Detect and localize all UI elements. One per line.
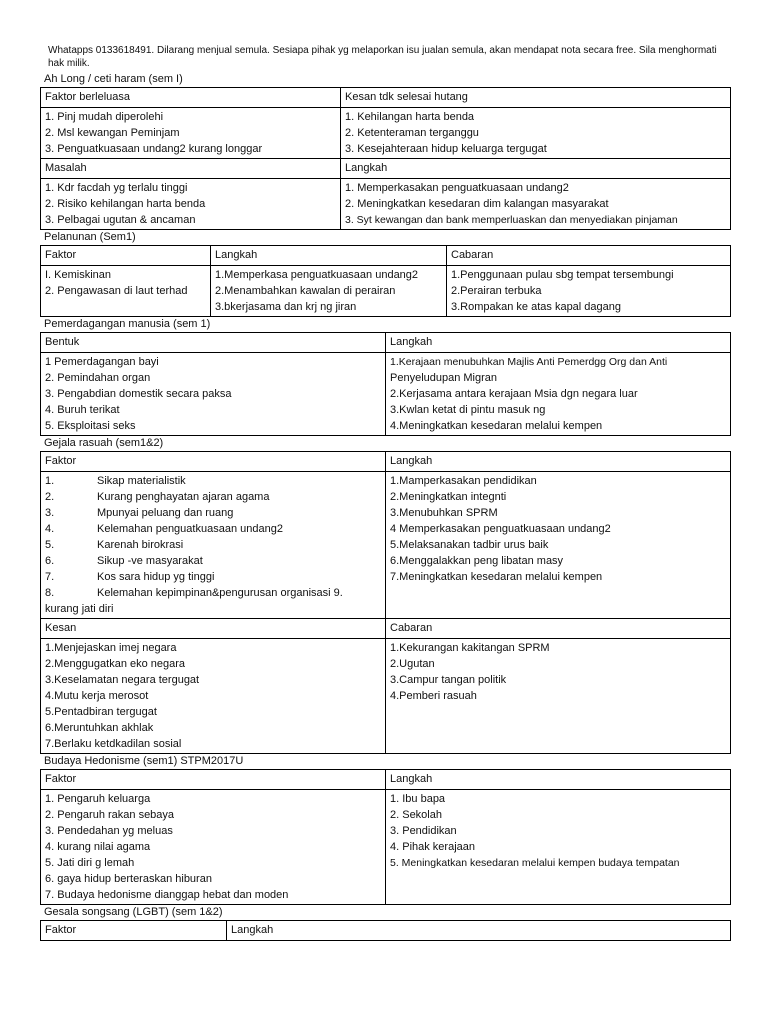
list-item: 2.Meningkatkan integnti — [390, 491, 507, 503]
list-item: 1. Sikap materialistik — [45, 475, 186, 487]
header-faktor: Faktor — [41, 921, 227, 941]
cell-bentuk-list — [41, 353, 386, 436]
list-item: 4 Memperkasakan penguatkuasaan undang2 — [390, 523, 611, 535]
header-langkah: Langkah — [341, 159, 731, 179]
list-item: 2.Ugutan — [390, 658, 435, 670]
list-item: 2.Perairan terbuka — [451, 285, 542, 297]
list-item: 3. Pendidikan — [390, 825, 457, 837]
cell-masalah-list — [41, 179, 341, 230]
header-kesan: Kesan tdk selesai hutang — [341, 88, 731, 108]
list-item: 3. Mpunyai peluang dan ruang — [45, 507, 234, 519]
cell-kesan-list — [341, 108, 731, 159]
cell-langkah-list — [386, 353, 731, 436]
list-item: 1.Memperkasa penguatkuasaan undang2 — [215, 269, 419, 281]
list-item: 2. Sekolah — [390, 809, 442, 821]
list-item: 1.Mamperkasakan pendidikan — [390, 475, 537, 487]
list-item: 1.Penggunaan pulau sbg tempat tersembungi — [451, 269, 674, 281]
list-item: 3. Pengabdian domestik secara paksa — [45, 388, 232, 400]
cell-cabaran-list — [447, 266, 731, 317]
section-title-pemerdagangan: Pemerdagangan manusia (sem 1) — [44, 318, 211, 330]
list-item: 4. Pihak kerajaan — [390, 841, 475, 853]
list-item: 3.Kwlan ketat di pintu masuk ng — [390, 404, 546, 416]
rasuah-table — [40, 451, 731, 754]
list-item: 1. Kdr facdah yg terlalu tinggi — [45, 182, 188, 194]
list-item: 4. Buruh terikat — [45, 404, 120, 416]
list-item: 6.Meruntuhkan akhlak — [45, 722, 154, 734]
header-masalah: Masalah — [41, 159, 341, 179]
ah-long-table — [40, 87, 731, 230]
list-item: 5. Jati diri g lemah — [45, 857, 135, 869]
section-title-lgbt: Gesala songsang (LGBT) (sem 1&2) — [44, 906, 223, 918]
header-faktor: Faktor — [41, 452, 386, 472]
list-item: 1.Menjejaskan imej negara — [45, 642, 177, 654]
list-item: 7. Budaya hedonisme dianggap hebat dan moden — [45, 889, 289, 901]
list-item: 1.Kekurangan kakitangan SPRM — [390, 642, 550, 654]
cell-langkah-list — [386, 472, 731, 619]
header-langkah: Langkah — [386, 452, 731, 472]
cell-langkah-list — [211, 266, 447, 317]
list-item: 1. Pinj mudah diperolehi — [45, 111, 164, 123]
list-item: 6.Menggalakkan peng libatan masy — [390, 555, 564, 567]
pemerdagangan-table — [40, 332, 731, 436]
section-title-ah-long: Ah Long / ceti haram (sem I) — [44, 73, 183, 85]
list-item: 8. Kelemahan kepimpinan&pengurusan organisasi 9. — [45, 587, 343, 599]
header-faktor: Faktor — [41, 246, 211, 266]
pelanunan-table — [40, 245, 731, 317]
list-item: 1. Ibu bapa — [390, 793, 446, 805]
list-item: 3. Pelbagai ugutan & ancaman — [45, 214, 196, 226]
list-item: 7.Berlaku ketdkadilan sosial — [45, 738, 182, 750]
list-item: 1 Pemerdagangan bayi — [45, 356, 159, 368]
copyright-notice: Whatapps 0133618491. Dilarang menjual semula. Sesiapa pihak yg melaporkan isu jualan semula, akan mendapat nota secara free. Sila menghormati hak milik. — [48, 45, 717, 69]
list-item: 3. Syt kewangan dan bank memperluaskan dan menyediakan pinjaman — [345, 214, 678, 226]
list-item: 5. Karenah birokrasi — [45, 539, 184, 551]
list-item: kurang jati diri — [45, 603, 114, 615]
list-item: I. Kemiskinan — [45, 269, 112, 281]
list-item: 3.Keselamatan negara tergugat — [45, 674, 200, 686]
list-item: 2. Meningkatkan kesedaran dim kalangan masyarakat — [345, 198, 609, 210]
list-item: 5.Pentadbiran tergugat — [45, 706, 157, 718]
list-item: 5.Melaksanakan tadbir urus baik — [390, 539, 549, 551]
list-item: 3.Rompakan ke atas kapal dagang — [451, 301, 622, 313]
header-langkah: Langkah — [386, 770, 731, 790]
cell-faktor-list — [41, 472, 386, 619]
list-item: 4. kurang nilai agama — [45, 841, 151, 853]
list-item: 2. Ketenteraman terganggu — [345, 127, 479, 139]
list-item: 1. Kehilangan harta benda — [345, 111, 475, 123]
list-item: 4. Kelemahan penguatkuasaan undang2 — [45, 523, 283, 535]
header-cabaran: Cabaran — [386, 619, 731, 639]
list-item: 2. Risiko kehilangan harta benda — [45, 198, 206, 210]
list-item: 1. Memperkasakan penguatkuasaan undang2 — [345, 182, 569, 194]
list-item: 1.Kerajaan menubuhkan Majlis Anti Pemerdgg Org dan Anti — [390, 356, 668, 368]
list-item: 6. gaya hidup berteraskan hiburan — [45, 873, 212, 885]
list-item: Penyeludupan Migran — [390, 372, 498, 384]
list-item: 3. Penguatkuasaan undang2 kurang longgar — [45, 143, 263, 155]
list-item: 2. Pengawasan di laut terhad — [45, 285, 188, 297]
cell-faktor-list — [41, 790, 386, 905]
section-title-pelanunan: Pelanunan (Sem1) — [44, 231, 136, 243]
cell-faktor-list — [41, 108, 341, 159]
list-item: 7. Kos sara hidup yg tinggi — [45, 571, 215, 583]
list-item: 5. Eksploitasi seks — [45, 420, 136, 432]
header-langkah: Langkah — [386, 333, 731, 353]
list-item: 5. Meningkatkan kesedaran melalui kempen budaya tempatan — [390, 857, 680, 869]
header-kesan: Kesan — [41, 619, 386, 639]
cell-faktor-list — [41, 266, 211, 317]
hedonisme-table — [40, 769, 731, 905]
list-item: 2. Msl kewangan Peminjam — [45, 127, 180, 139]
list-item: 4.Pemberi rasuah — [390, 690, 477, 702]
list-item: 4.Meningkatkan kesedaran melalui kempen — [390, 420, 603, 432]
list-item: 7.Meningkatkan kesedaran melalui kempen — [390, 571, 603, 583]
cell-langkah-list — [386, 790, 731, 905]
cell-cabaran-list — [386, 639, 731, 754]
section-title-rasuah: Gejala rasuah (sem1&2) — [44, 437, 164, 449]
header-langkah: Langkah — [227, 921, 731, 941]
header-langkah: Langkah — [211, 246, 447, 266]
list-item: 1. Pengaruh keluarga — [45, 793, 151, 805]
list-item: 2. Pemindahan organ — [45, 372, 151, 384]
cell-langkah-list — [341, 179, 731, 230]
document-page — [40, 44, 730, 941]
header-faktor-berleluasa: Faktor berleluasa — [41, 88, 341, 108]
list-item: 4.Mutu kerja merosot — [45, 690, 149, 702]
list-item: 2.Menggugatkan eko negara — [45, 658, 186, 670]
list-item: 3.Menubuhkan SPRM — [390, 507, 498, 519]
lgbt-table — [40, 920, 731, 941]
list-item: 3.bkerjasama dan krj ng jiran — [215, 301, 357, 313]
list-item: 6. Sikup -ve masyarakat — [45, 555, 203, 567]
section-title-hedonisme: Budaya Hedonisme (sem1) STPM2017U — [44, 755, 244, 767]
list-item: 2.Kerjasama antara kerajaan Msia dgn negara luar — [390, 388, 638, 400]
header-bentuk: Bentuk — [41, 333, 386, 353]
list-item: 2. Kurang penghayatan ajaran agama — [45, 491, 270, 503]
cell-kesan-list — [41, 639, 386, 754]
list-item: 2. Pengaruh rakan sebaya — [45, 809, 175, 821]
header-cabaran: Cabaran — [447, 246, 731, 266]
list-item: 3.Campur tangan politik — [390, 674, 507, 686]
list-item: 3. Kesejahteraan hidup keluarga tergugat — [345, 143, 547, 155]
header-faktor: Faktor — [41, 770, 386, 790]
list-item: 3. Pendedahan yg meluas — [45, 825, 173, 837]
list-item: 2.Menambahkan kawalan di perairan — [215, 285, 396, 297]
